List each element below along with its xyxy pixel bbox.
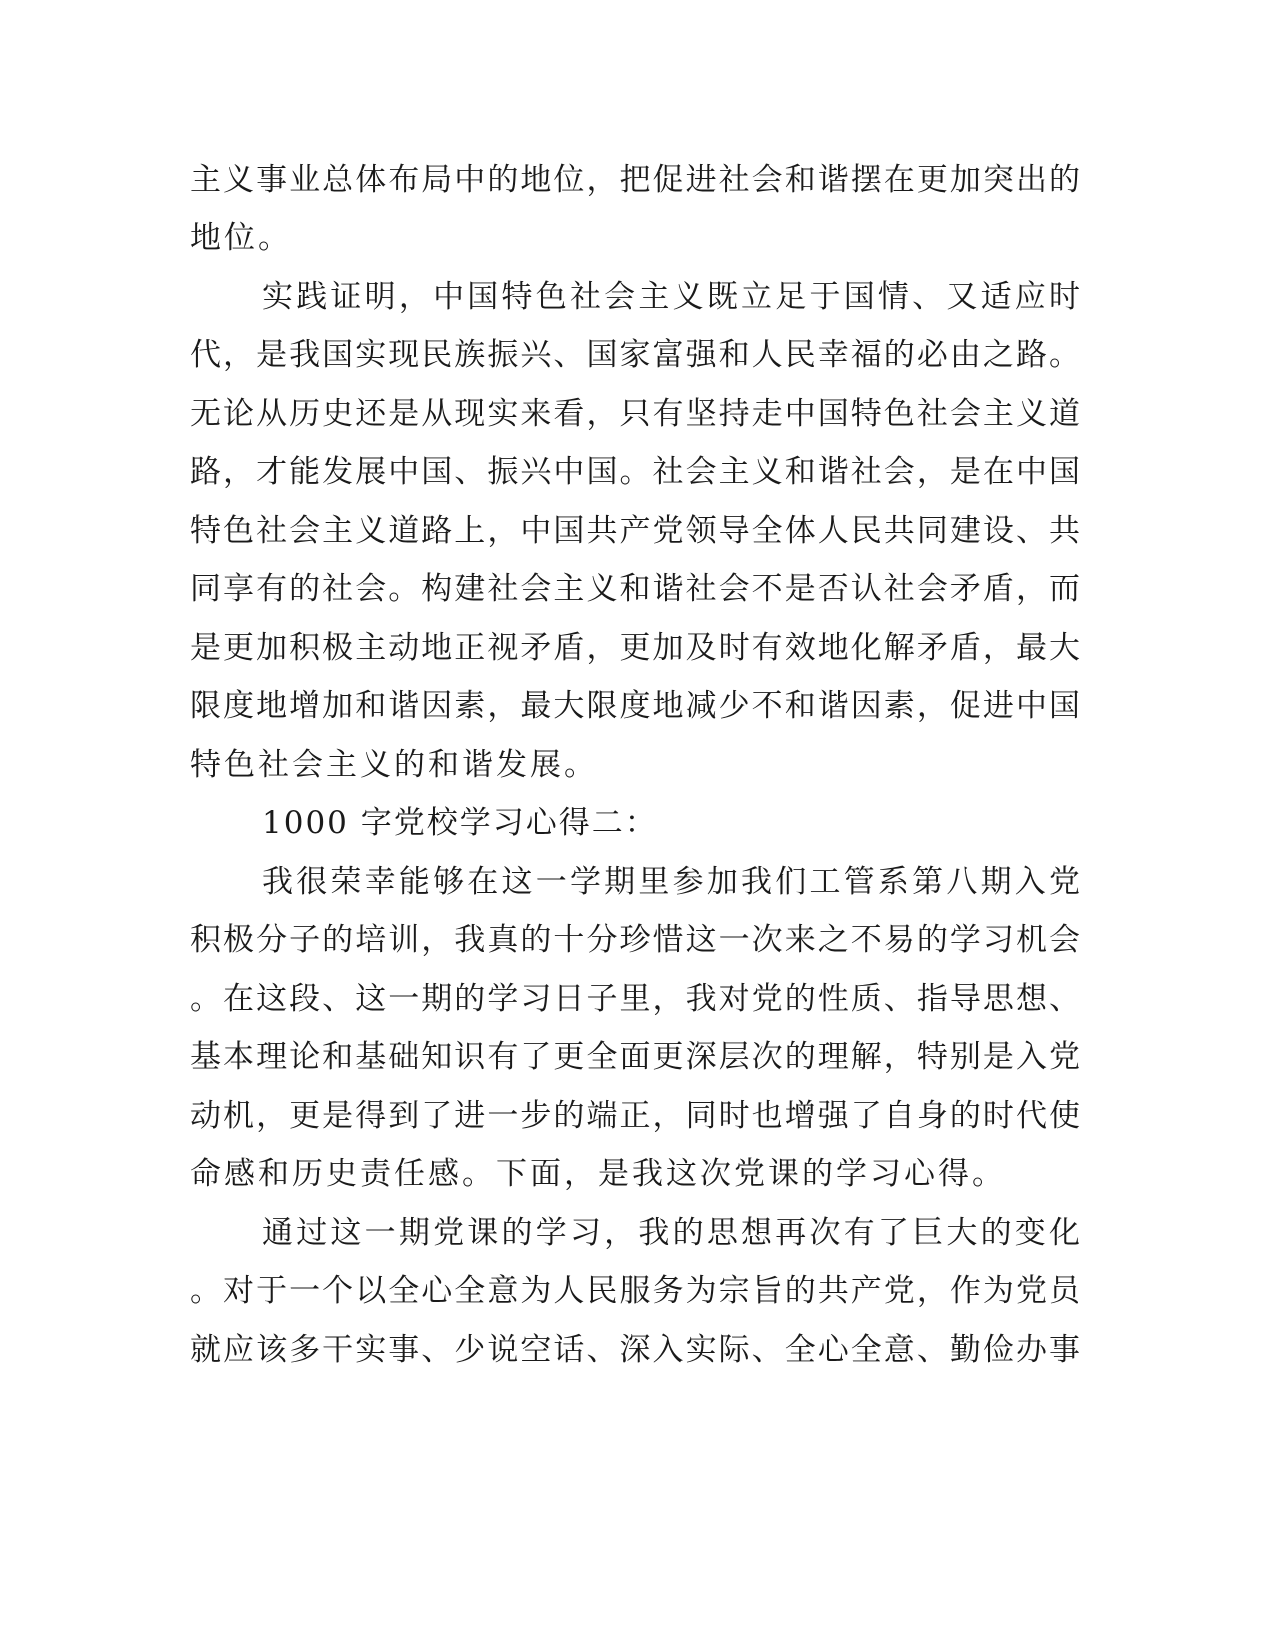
- text-line: 限度地增加和谐因素，最大限度地减少不和谐因素，促进中国: [190, 688, 1080, 724]
- text-line: 就应该多干实事、少说空话、深入实际、全心全意、勤俭办事: [190, 1332, 1080, 1368]
- text-line: 无论从历史还是从现实来看，只有坚持走中国特色社会主义道: [190, 396, 1080, 432]
- text-line: 代，是我国实现民族振兴、国家富强和人民幸福的必由之路。: [190, 337, 1080, 373]
- text-line: 命感和历史责任感。下面，是我这次党课的学习心得。: [190, 1156, 1006, 1192]
- text-line: 基本理论和基础知识有了更全面更深层次的理解，特别是入党: [190, 1039, 1080, 1075]
- text-line: 路，才能发展中国、振兴中国。社会主义和谐社会，是在中国: [190, 454, 1080, 490]
- paragraph-start-line: 通过这一期党课的学习，我的思想再次有了巨大的变化: [262, 1215, 1080, 1251]
- section-heading: 1000 字党校学习心得二：: [262, 805, 658, 841]
- text-line: 同享有的社会。构建社会主义和谐社会不是否认社会矛盾，而: [190, 571, 1080, 607]
- text-line: 特色社会主义的和谐发展。: [190, 747, 598, 783]
- text-line: 动机，更是得到了进一步的端正，同时也增强了自身的时代使: [190, 1098, 1080, 1134]
- text-line: 主义事业总体布局中的地位，把促进社会和谐摆在更加突出的: [190, 162, 1080, 198]
- text-line: 。对于一个以全心全意为人民服务为宗旨的共产党，作为党员: [190, 1273, 1080, 1309]
- text-line: 地位。: [190, 220, 292, 256]
- paragraph-start-line: 我很荣幸能够在这一学期里参加我们工管系第八期入党: [262, 864, 1080, 900]
- text-line: 特色社会主义道路上，中国共产党领导全体人民共同建设、共: [190, 513, 1080, 549]
- text-line: 。在这段、这一期的学习日子里，我对党的性质、指导思想、: [190, 981, 1080, 1017]
- text-line: 是更加积极主动地正视矛盾，更加及时有效地化解矛盾，最大: [190, 630, 1080, 666]
- text-line: 积极分子的培训，我真的十分珍惜这一次来之不易的学习机会: [190, 922, 1080, 958]
- paragraph-start-line: 实践证明，中国特色社会主义既立足于国情、又适应时: [262, 279, 1080, 315]
